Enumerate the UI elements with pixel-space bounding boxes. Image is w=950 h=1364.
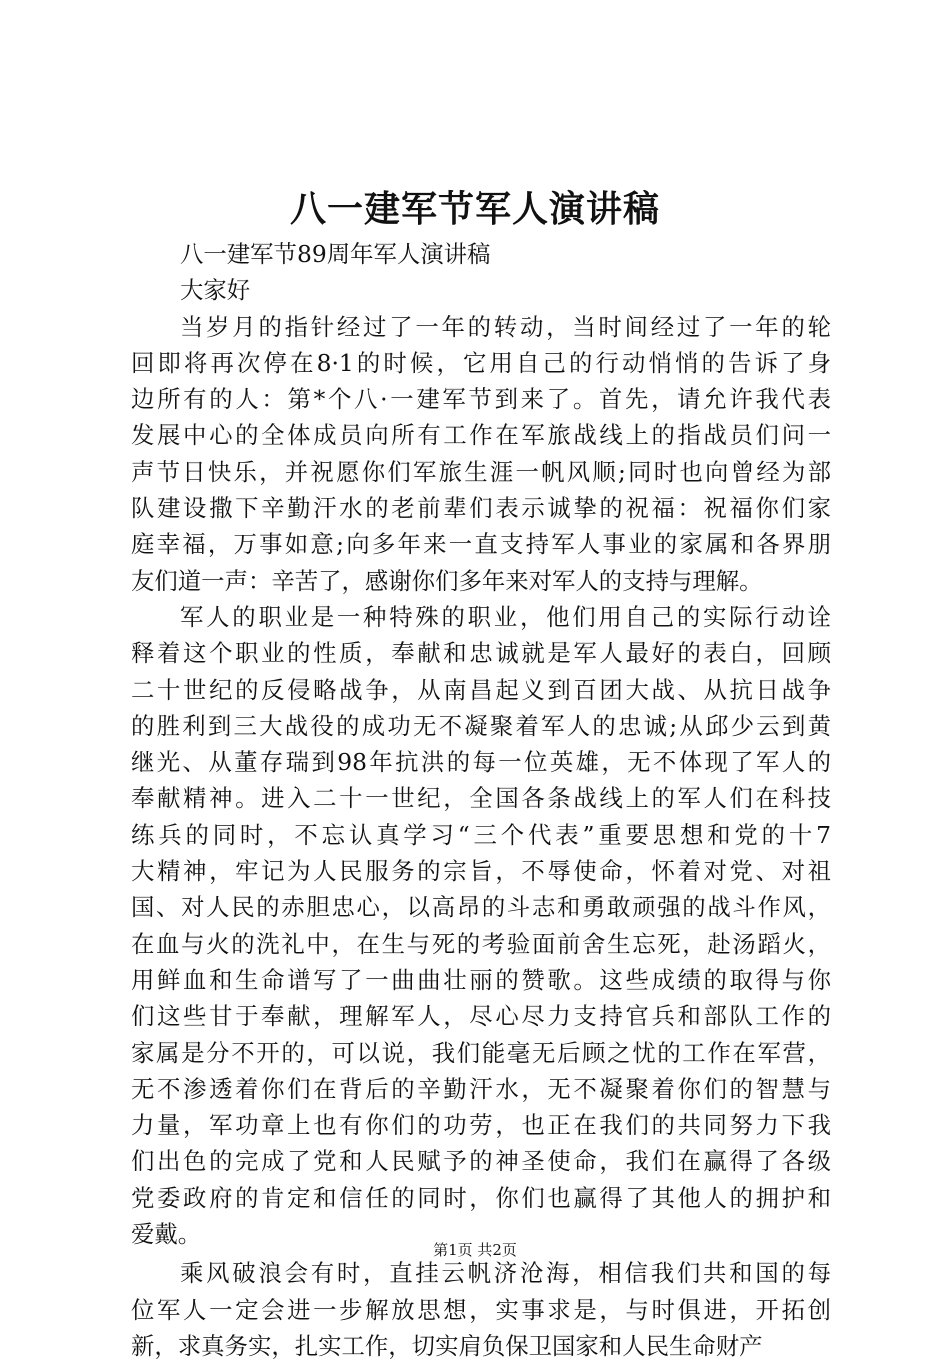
document-body (131, 236, 831, 1364)
paragraph-line: 们出色的完成了党和人民赋予的神圣使命，我们在赢得了各级 (131, 1147, 831, 1176)
paragraph-line: 二十世纪的反侵略战争，从南昌起义到百团大战、从抗日战争 (131, 675, 831, 704)
paragraph-line: 友们道一声：辛苦了，感谢你们多年来对军人的支持与理解。 (131, 566, 763, 595)
greeting-line: 大家好 (180, 276, 251, 305)
paragraph-line: 继光、从董存瑞到98年抗洪的每一位英雄，无不体现了军人的 (131, 748, 831, 777)
page-number-footer: 第1页 共2页 (433, 1241, 517, 1259)
paragraph-line: 在血与火的洗礼中，在生与死的考验面前舍生忘死，赴汤蹈火， (131, 929, 831, 958)
paragraph-line: 庭幸福，万事如意;向多年来一直支持军人事业的家属和各界朋 (131, 530, 831, 559)
paragraph-line: 大精神，牢记为人民服务的宗旨，不辱使命，怀着对党、对祖 (131, 857, 831, 886)
paragraph-line: 奉献精神。进入二十一世纪，全国各条战线上的军人们在科技 (131, 784, 831, 813)
paragraph-line: 回即将再次停在8·1的时候，它用自己的行动悄悄的告诉了身 (131, 348, 831, 377)
paragraph-line: 队建设撒下辛勤汗水的老前辈们表示诚挚的祝福：祝福你们家 (131, 494, 831, 523)
paragraph-line: 新，求真务实，扎实工作，切实肩负保卫国家和人民生命财产 (131, 1331, 763, 1360)
document-subtitle: 八一建军节89周年军人演讲稿 (180, 240, 491, 268)
paragraph-line: 们这些甘于奉献，理解军人，尽心尽力支持官兵和部队工作的 (131, 1002, 831, 1031)
paragraph-line: 的胜利到三大战役的成功无不凝聚着军人的忠诚;从邱少云到黄 (131, 711, 831, 740)
paragraph-line: 练兵的同时，不忘认真学习“三个代表”重要思想和党的十7 (131, 820, 831, 849)
paragraph-line: 用鲜血和生命谱写了一曲曲壮丽的赞歌。这些成绩的取得与你 (131, 965, 831, 994)
paragraph-line: 释着这个职业的性质，奉献和忠诚就是军人最好的表白，回顾 (131, 639, 831, 668)
paragraph-line: 乘风破浪会有时，直挂云帆济沧海，相信我们共和国的每 (180, 1259, 831, 1288)
paragraph-line: 力量，军功章上也有你们的功劳，也正在我们的共同努力下我 (131, 1111, 831, 1140)
paragraph-line: 发展中心的全体成员向所有工作在军旅战线上的指战员们问一 (131, 421, 831, 450)
paragraph-line: 位军人一定会进一步解放思想，实事求是，与时俱进，开拓创 (131, 1295, 831, 1324)
paragraph-line: 国、对人民的赤胆忠心，以高昂的斗志和勇敢顽强的战斗作风， (131, 893, 831, 922)
paragraph-line: 家属是分不开的，可以说，我们能毫无后顾之忧的工作在军营， (131, 1038, 831, 1067)
paragraph-line: 边所有的人：第*个八·一建军节到来了。首先，请允许我代表 (131, 385, 831, 414)
paragraph-line: 党委政府的肯定和信任的同时，你们也赢得了其他人的拥护和 (131, 1183, 831, 1212)
paragraph-line: 声节日快乐，并祝愿你们军旅生涯一帆风顺;同时也向曾经为部 (131, 457, 831, 486)
paragraph-line: 军人的职业是一种特殊的职业，他们用自己的实际行动诠 (180, 602, 831, 631)
paragraph-line: 无不渗透着你们在背后的辛勤汗水，无不凝聚着你们的智慧与 (131, 1074, 831, 1103)
page-title: 八一建军节军人演讲稿 (289, 188, 660, 230)
paragraph-line: 当岁月的指针经过了一年的转动，当时间经过了一年的轮 (180, 312, 831, 341)
paragraph-line: 爱戴。 (131, 1220, 202, 1249)
